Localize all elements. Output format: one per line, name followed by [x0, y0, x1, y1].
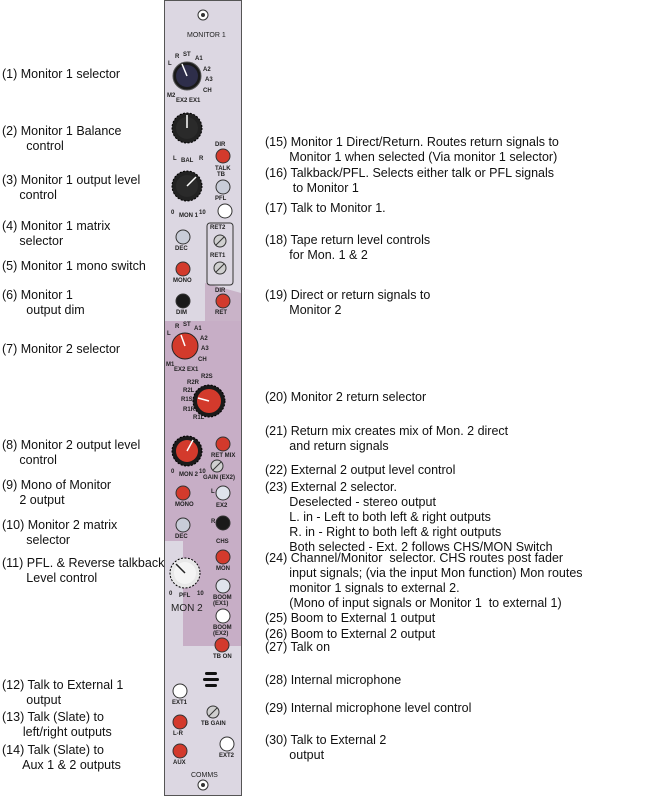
label-20: (20) Monitor 2 return selector	[265, 390, 427, 404]
label-5: (5) Monitor 1 mono switch	[2, 259, 146, 273]
sel1-mark-l: L	[168, 61, 172, 67]
tb-on-label: TB ON	[213, 654, 232, 660]
talk-label: TALK	[215, 166, 231, 172]
ex2-l-mark: L	[211, 489, 215, 495]
mono2-label: MONO	[175, 502, 194, 508]
chs-mon-button[interactable]	[216, 550, 230, 564]
retsel-mark-r2l: R2L	[183, 388, 195, 394]
label-26: (26) Boom to External 2 output	[265, 627, 436, 641]
dec1-label: DEC	[175, 246, 188, 252]
label-9: (9) Mono of Monitor 2 output	[2, 478, 112, 507]
label-2: (2) Monitor 1 Balance control	[2, 124, 122, 153]
ex2-right-button[interactable]	[216, 516, 230, 530]
sel1-mark-r: R	[175, 54, 180, 60]
mon1-dec-button[interactable]	[176, 230, 190, 244]
mon1-mark-0: 0	[171, 210, 175, 216]
bal-mark-bal: BAL	[181, 158, 194, 164]
label-23: (23) External 2 selector. Deselected - stereo output L. in - Left to both left & right outputs R. in - Right to both left & right outputs Both selected - Ext. 2 follows CHS/MON Switch	[265, 480, 553, 554]
panel-title-mon2: MON 2	[171, 603, 203, 614]
mon1-mono-button[interactable]	[176, 262, 190, 276]
retsel-mark-r1s: R1S	[181, 397, 193, 403]
label-14: (14) Talk (Slate) to Aux 1 & 2 outputs	[2, 743, 121, 772]
monitor-module-panel	[164, 0, 242, 796]
bal-mark-r: R	[199, 156, 204, 162]
boom-ex2-button[interactable]	[216, 609, 230, 623]
pfl-mark-label: PFL	[179, 593, 191, 599]
gain-ex2-label: GAIN (EX2)	[203, 475, 236, 481]
mon1-dim-button[interactable]	[176, 294, 190, 308]
sel1-mark-a3: A3	[205, 77, 213, 83]
sel2-mark-m1: M1	[166, 362, 175, 368]
sel2-mark-a2: A2	[200, 336, 208, 342]
talk-pfl-button[interactable]	[216, 180, 230, 194]
chs-label: CHS	[216, 539, 229, 545]
label-8: (8) Monitor 2 output level control	[2, 438, 141, 467]
talk-lr-button[interactable]	[173, 715, 187, 729]
sel2-mark-r: R	[175, 324, 180, 330]
label-19: (19) Direct or return signals to Monitor 2	[265, 288, 431, 317]
sel1-mark-a2: A2	[203, 67, 211, 73]
sel1-mark-m2: M2	[167, 93, 176, 99]
label-4: (4) Monitor 1 matrix selector	[2, 219, 111, 248]
label-17: (17) Talk to Monitor 1.	[265, 201, 386, 215]
mon2-mono-button[interactable]	[176, 486, 190, 500]
ex2-label: EX2	[216, 503, 228, 509]
label-30: (30) Talk to External 2 output	[265, 733, 387, 762]
label-21: (21) Return mix creates mix of Mon. 2 direct and return signals	[265, 424, 509, 453]
sel2-mark-ex1: EX1	[187, 367, 199, 373]
tb-gain-label: TB GAIN	[201, 721, 226, 727]
mon2-mark-0: 0	[171, 469, 175, 475]
label-25: (25) Boom to External 1 output	[265, 611, 436, 625]
label-16: (16) Talkback/PFL. Selects either talk or PFL signals to Monitor 1	[265, 166, 555, 195]
label-3: (3) Monitor 1 output level control	[2, 173, 141, 202]
talk-mon1-button[interactable]	[218, 204, 232, 218]
dir-label: DIR	[215, 142, 226, 148]
dirret-dir-label: DIR	[215, 288, 226, 294]
label-28: (28) Internal microphone	[265, 673, 402, 687]
boom2-label-b: (EX2)	[213, 631, 229, 637]
mon2-dec-button[interactable]	[176, 518, 190, 532]
dir-ret-mon2-button[interactable]	[216, 294, 230, 308]
top-screw-dot	[201, 13, 205, 17]
label-13: (13) Talk (Slate) to left/right outputs	[2, 710, 112, 739]
sel1-mark-a1: A1	[195, 56, 203, 62]
mon2-mark-10: 10	[199, 469, 206, 475]
label-7: (7) Monitor 2 selector	[2, 342, 121, 356]
dim-label: DIM	[176, 310, 187, 316]
microphone-icon	[203, 672, 219, 687]
boom1-label-b: (EX1)	[213, 601, 229, 607]
boom1-label-a: BOOM	[213, 595, 232, 601]
tb-label: TB	[217, 172, 225, 178]
label-15: (15) Monitor 1 Direct/Return. Routes return signals to Monitor 1 when selected (Via monitor 1 selector)	[265, 135, 559, 164]
dec2-label: DEC	[175, 534, 188, 540]
mon1-mark-label: MON 1	[179, 213, 199, 219]
sel1-mark-ex1: EX1	[189, 98, 201, 104]
ex2-left-button[interactable]	[216, 486, 230, 500]
mic-slot-3	[205, 684, 217, 687]
tb-on-button[interactable]	[215, 638, 229, 652]
talk-ext2-button[interactable]	[220, 737, 234, 751]
label-27: (27) Talk on	[265, 640, 331, 654]
sel2-mark-l: L	[167, 331, 171, 337]
sel2-mark-a3: A3	[201, 346, 209, 352]
ret-mix-button[interactable]	[216, 437, 230, 451]
bal-mark-l: L	[173, 156, 177, 162]
mic-slot-1	[205, 672, 217, 675]
label-22: (22) External 2 output level control	[265, 463, 456, 477]
mic-slot-2	[203, 678, 219, 681]
label-1: (1) Monitor 1 selector	[2, 67, 121, 81]
lr-label: L-R	[173, 731, 183, 737]
sel2-mark-a1: A1	[194, 326, 202, 332]
ext2-talk-label: EXT2	[219, 753, 235, 759]
boom-ex1-button[interactable]	[216, 579, 230, 593]
ret2-label: RET2	[210, 225, 226, 231]
panel-title-comms: COMMS	[191, 772, 218, 779]
label-11: (11) PFL. & Reverse talkback Level control	[2, 556, 165, 585]
label-12: (12) Talk to External 1 output	[2, 678, 124, 707]
sel1-mark-ex2: EX2	[176, 98, 188, 104]
label-29: (29) Internal microphone level control	[265, 701, 472, 715]
panel-graphics	[165, 1, 241, 795]
talk-ext1-button[interactable]	[173, 684, 187, 698]
ret1-label: RET1	[210, 253, 226, 259]
panel-title-monitor1: MONITOR 1	[187, 32, 226, 39]
sel2-mark-ch: CH	[198, 357, 207, 363]
sel2-mark-ex2: EX2	[174, 367, 186, 373]
dir-button[interactable]	[216, 149, 230, 163]
pfl-mark-0: 0	[169, 591, 173, 597]
label-18: (18) Tape return level controls for Mon. 1 & 2	[265, 233, 431, 262]
retsel-mark-r2s: R2S	[201, 374, 213, 380]
pfl-label: PFL	[215, 196, 227, 202]
aux-label: AUX	[173, 760, 186, 766]
mon2-mark-label: MON 2	[179, 472, 199, 478]
label-10: (10) Monitor 2 matrix selector	[2, 518, 118, 547]
retsel-mark-r1l: R1L	[193, 415, 205, 421]
ex2-r-mark: R	[211, 519, 216, 525]
retsel-mark-r2r: R2R	[187, 380, 200, 386]
sel1-mark-st: ST	[183, 52, 191, 58]
sel2-mark-st: ST	[183, 322, 191, 328]
dirret-ret-label: RET	[215, 310, 227, 316]
boom2-label-a: BOOM	[213, 625, 232, 631]
sel1-mark-ch: CH	[203, 88, 212, 94]
label-24: (24) Channel/Monitor selector. CHS routes post fader input signals; (via the input Mon function) Mon routes monitor 1 signals to external 2. (Mono of input signals or Monitor 1 to external 1)	[265, 551, 583, 610]
ext1-label: EXT1	[172, 700, 188, 706]
mon1-mark-10: 10	[199, 210, 206, 216]
mono1-label: MONO	[173, 278, 192, 284]
ret-mix-label: RET MIX	[211, 453, 236, 459]
pfl-mark-10: 10	[197, 591, 204, 597]
bottom-screw-dot	[201, 783, 205, 787]
mon-label: MON	[216, 566, 230, 572]
label-6: (6) Monitor 1 output dim	[2, 288, 85, 317]
talk-aux-button[interactable]	[173, 744, 187, 758]
retsel-mark-r1r: R1R	[183, 407, 196, 413]
